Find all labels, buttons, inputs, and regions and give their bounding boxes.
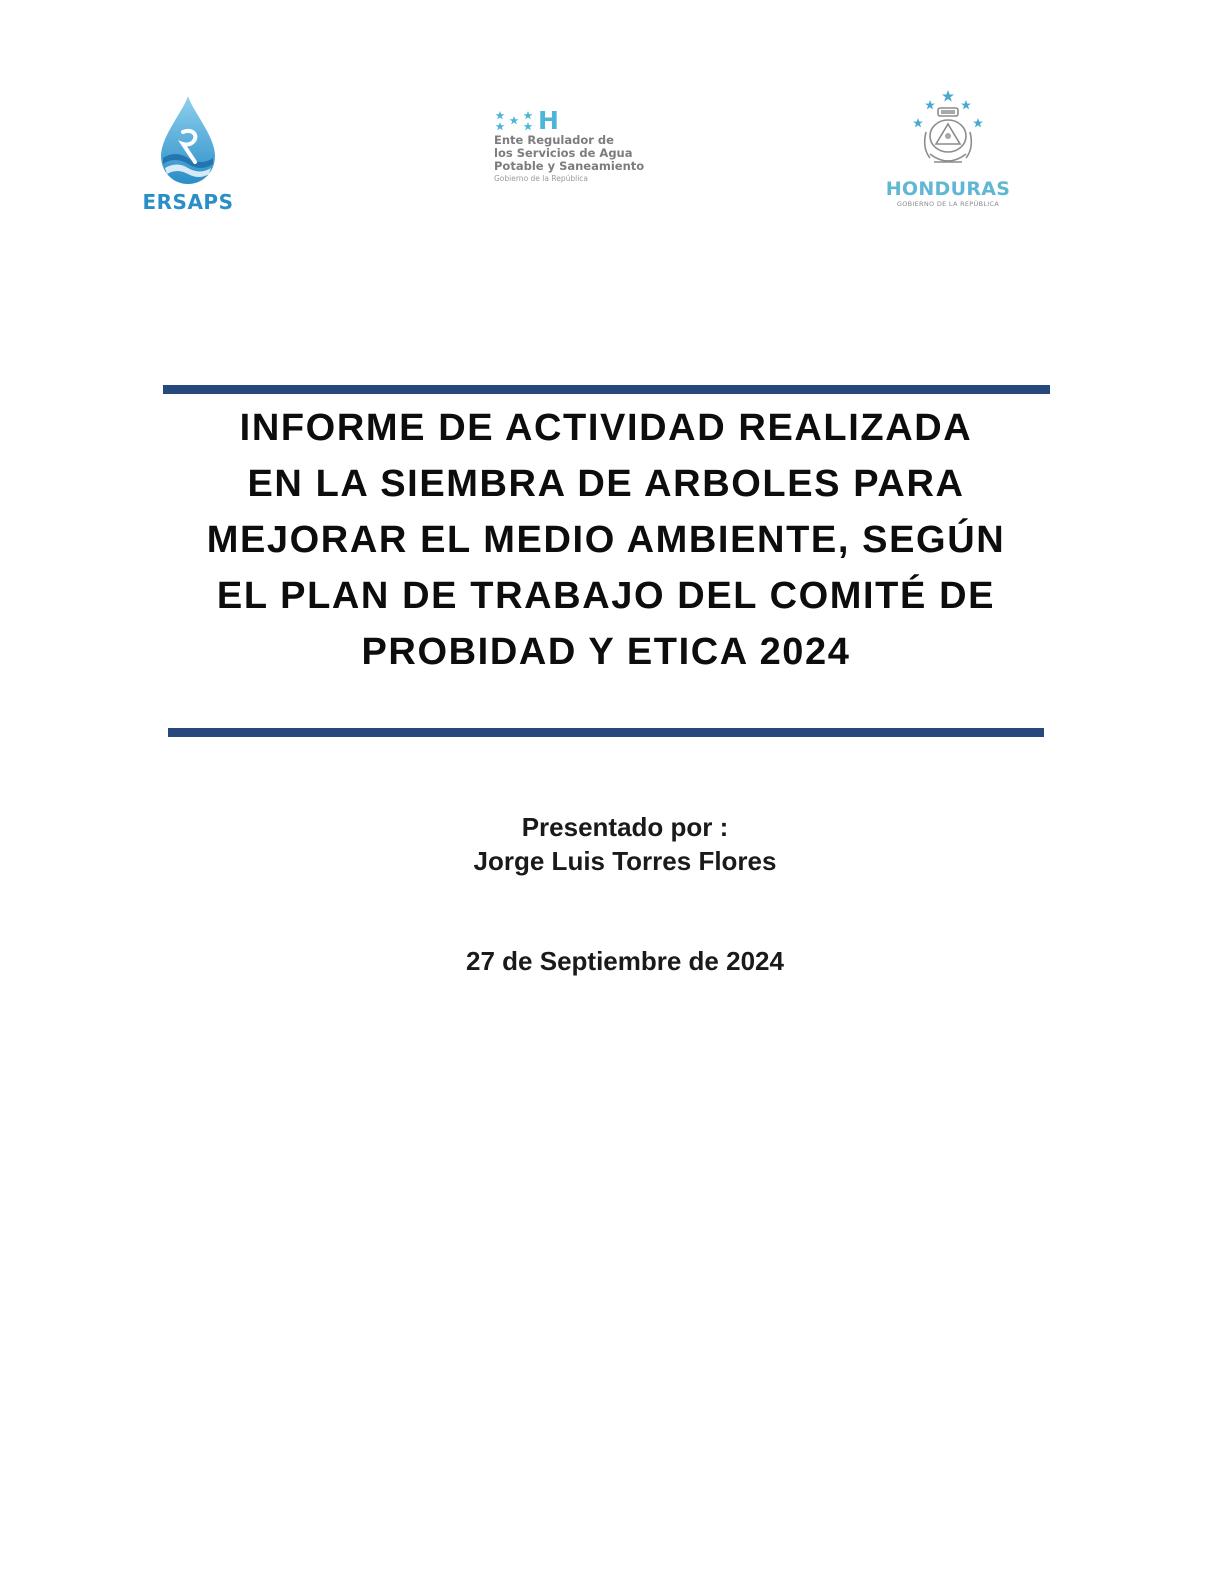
ente-mark-letter: H <box>538 106 559 135</box>
title-line: MEJORAR EL MEDIO AMBIENTE, SEGÚN <box>206 519 1006 561</box>
title-line: EN LA SIEMBRA DE ARBOLES PARA <box>247 463 965 505</box>
coat-of-arms-icon <box>908 88 988 176</box>
bottom-divider <box>168 728 1044 737</box>
presenter-block <box>300 810 950 878</box>
ersaps-logo <box>140 92 236 222</box>
ersaps-logo-text: ERSAPS <box>142 190 234 214</box>
ente-logo-line: los Servicios de Agua <box>494 146 633 160</box>
honduras-logo-text: HONDURAS <box>885 178 1011 200</box>
ente-logo-subtext: Gobierno de la República <box>494 174 589 183</box>
document-date: 27 de Septiembre de 2024 <box>466 946 784 976</box>
title-line: PROBIDAD Y ETICA 2024 <box>361 631 851 673</box>
top-divider <box>163 385 1050 394</box>
ente-logo-line: Ente Regulador de <box>494 133 614 147</box>
title-line: EL PLAN DE TRABAJO DEL COMITÉ DE <box>216 575 996 617</box>
water-drop-icon <box>153 92 223 188</box>
document-title <box>150 400 1062 680</box>
ente-regulador-logo <box>494 108 684 192</box>
honduras-logo-subtext: GOBIERNO DE LA REPÚBLICA <box>896 200 1000 208</box>
honduras-logo <box>870 88 1026 218</box>
title-line: INFORME DE ACTIVIDAD REALIZADA <box>239 407 973 449</box>
presenter-label: Presentado por : <box>521 812 729 842</box>
stars-icon <box>494 109 534 133</box>
ente-logo-line: Potable y Saneamiento <box>494 159 645 173</box>
presenter-name: Jorge Luis Torres Flores <box>473 846 777 876</box>
